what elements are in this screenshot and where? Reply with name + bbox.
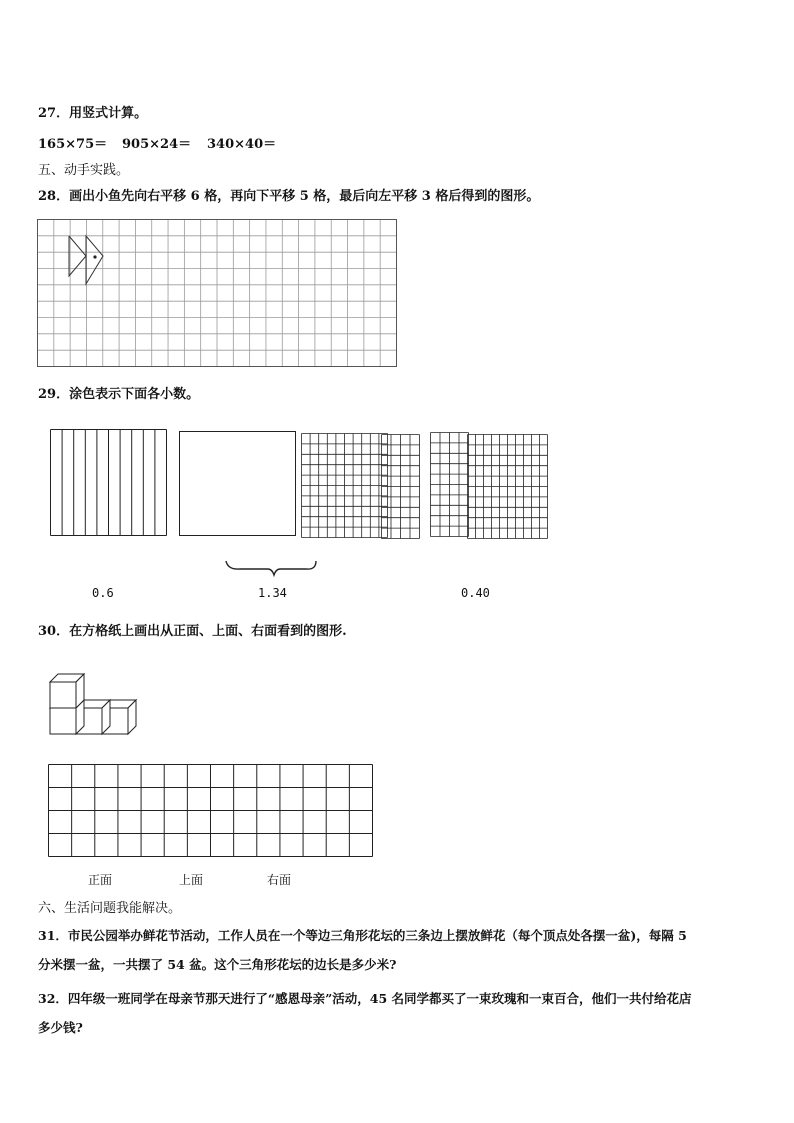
- hundred-grid-1: [302, 434, 388, 538]
- strips-shape: [51, 430, 167, 536]
- brace: [226, 561, 316, 575]
- q32-line-1: 32．四年级一班同学在母亲节那天进行了“感恩母亲”活动，45 名同学都买了一束玫瑰和一束百合，他们一共付给花店: [38, 991, 692, 1006]
- label-1-34: 1.34: [258, 586, 287, 600]
- fish-tail: [69, 236, 86, 276]
- cube-top-left: [50, 674, 84, 708]
- hundred-grid-2-piece: [431, 433, 469, 537]
- fish-grid: [37, 219, 397, 367]
- label-0-6: 0.6: [92, 586, 114, 600]
- q28-title: 28．画出小鱼先向右平移 6 格，再向下平移 5 格，最后向左平移 3 格后得到的图形。: [38, 189, 540, 204]
- fish-body: [86, 236, 103, 284]
- decimal-shapes: [40, 425, 560, 575]
- q31-line-1: 31．市民公园举办鲜花节活动，工作人员在一个等边三角形花坛的三条边上摆放鲜花（每个顶点处各摆一盆)，每隔 5: [38, 928, 687, 943]
- fish-eye: [93, 255, 96, 258]
- view-grid: [48, 764, 378, 864]
- q31-line-2: 分米摆一盆，一共摆了 54 盆。这个三角形花坛的边长是多少米?: [38, 957, 397, 972]
- q29-title: 29．涂色表示下面各小数。: [38, 387, 200, 402]
- cube-figure: [40, 671, 140, 741]
- section-6-heading: 六、生活问题我能解决。: [38, 901, 182, 916]
- plain-square: [180, 432, 296, 536]
- view-label-front: 正面: [88, 873, 113, 887]
- q32-line-2: 多少钱?: [38, 1020, 83, 1035]
- q30-title: 30．在方格纸上画出从正面、上面、右面看到的图形.: [38, 624, 347, 639]
- view-label-top: 上面: [179, 873, 204, 887]
- q27-expr-3: 340×40＝: [207, 137, 277, 152]
- q27-expr-2: 905×24＝: [122, 137, 192, 152]
- view-label-right: 右面: [267, 873, 292, 887]
- q27-title: 27．用竖式计算。: [38, 106, 148, 121]
- hundred-grid-2: [468, 435, 548, 539]
- view-grid-lines: [49, 765, 373, 857]
- label-0-40: 0.40: [461, 586, 490, 600]
- q27-expr-1: 165×75＝: [38, 137, 108, 152]
- section-5-heading: 五、动手实践。: [38, 163, 130, 178]
